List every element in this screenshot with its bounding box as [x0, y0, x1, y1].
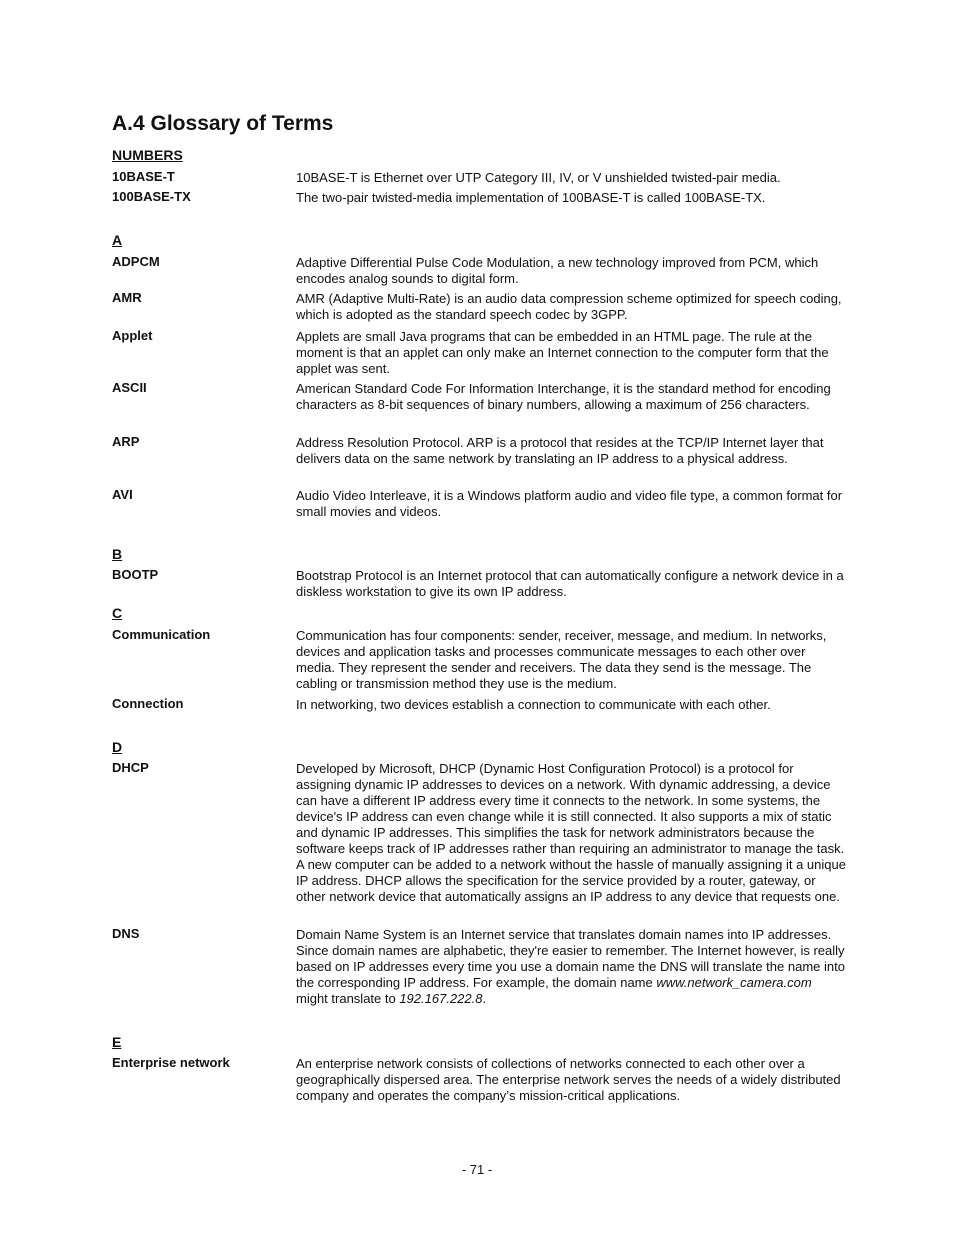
term-100base-tx: 100BASE-TX [112, 189, 191, 204]
definition-enterprise-network: An enterprise network consists of collections of networks connected to each other over a geographically dispersed area. The enterprise network serves the needs of a widely distributed company and operates the company’s mission-critical applications. [296, 1056, 841, 1103]
definition-arp: Address Resolution Protocol. ARP is a protocol that resides at the TCP/IP Internet layer that delivers data on the same network by translating an IP address to a physical address. [296, 435, 824, 466]
definition-adpcm: Adaptive Differential Pulse Code Modulation, a new technology improved from PCM, which encodes analog sounds to digital form. [296, 255, 819, 286]
term-connection: Connection [112, 696, 184, 711]
term-adpcm: ADPCM [112, 254, 160, 269]
definition-ascii: American Standard Code For Information Interchange, it is the standard method for encoding characters as 8-bit sequences of binary numbers, allowing a maximum of 256 characters. [296, 381, 831, 412]
example-ip-address: 192.167.222.8 [399, 991, 483, 1006]
definition-applet: Applets are small Java programs that can be embedded in an HTML page. The rule at the moment is that an applet can only make an Internet connection to the computer form that the applet was sent. [296, 329, 829, 376]
section-heading-e: E [112, 1034, 122, 1050]
term-arp: ARP [112, 434, 140, 449]
section-heading-c: C [112, 605, 123, 621]
example-domain-name: www.network_camera.com [656, 975, 812, 990]
definition-dns [296, 927, 846, 1007]
definition-amr: AMR (Adaptive Multi-Rate) is an audio data compression scheme optimized for speech coding, which is adopted as the standard speech codec by 3GPP. [296, 291, 842, 322]
definition-10base-t: 10BASE-T is Ethernet over UTP Category III, IV, or V unshielded twisted-pair media. [296, 170, 781, 185]
term-communication: Communication [112, 627, 211, 642]
definition-communication: Communication has four components: sender, receiver, message, and medium. In networks, devices and application tasks and processes communicate messages to each other over media. They represent the sender and receivers. The data they send is the message. The cabling or transmission method they use is the medium. [296, 628, 827, 691]
term-amr: AMR [112, 290, 142, 305]
page-number: - 71 - [461, 1162, 493, 1177]
definition-dns-text-3: . [482, 991, 487, 1006]
term-ascii: ASCII [112, 380, 147, 395]
term-dhcp: DHCP [112, 760, 149, 775]
section-heading-b: B [112, 546, 123, 562]
term-applet: Applet [112, 328, 153, 343]
term-avi: AVI [112, 487, 133, 502]
definition-100base-tx: The two-pair twisted-media implementation of 100BASE-T is called 100BASE-TX. [296, 190, 766, 205]
term-10base-t: 10BASE-T [112, 169, 175, 184]
term-enterprise-network: Enterprise network [112, 1055, 230, 1070]
page-title: A.4 Glossary of Terms [112, 112, 334, 135]
definition-avi: Audio Video Interleave, it is a Windows platform audio and video file type, a common format for small movies and videos. [296, 488, 843, 519]
section-heading-numbers: NUMBERS [112, 147, 183, 163]
section-heading-a: A [112, 232, 123, 248]
definition-bootp: Bootstrap Protocol is an Internet protocol that can automatically configure a network device in a diskless workstation to give its own IP address. [296, 568, 844, 599]
definition-connection: In networking, two devices establish a connection to communicate with each other. [296, 697, 771, 712]
section-heading-d: D [112, 739, 123, 755]
definition-dns-text-2: might translate to [296, 991, 400, 1006]
definition-dhcp: Developed by Microsoft, DHCP (Dynamic Host Configuration Protocol) is a protocol for assigning dynamic IP addresses to devices on a network. With dynamic addressing, a device can have a different IP address every time it connects to the network. In some systems, the device's IP address can even change while it is still connected. It also supports a mix of static and dynamic IP addresses. This simplifies the task for network administrators because the software keeps track of IP addresses rather than requiring an administrator to manage the task. A new computer can be added to a network without the hassle of manually assigning it a unique IP address. DHCP allows the specification for the service provided by a router, gateway, or other network device that automatically assigns an IP address to any device that requests one. [296, 761, 846, 904]
definition-dns-text-1: Domain Name System is an Internet service that translates domain names into IP addresses. Since domain names are alphabetic, they're easier to remember. The Internet however, is really based on IP addresses every time you use a domain name the DNS will translate the name into the corresponding IP address. For example, the domain name [296, 927, 845, 990]
term-bootp: BOOTP [112, 567, 159, 582]
term-dns: DNS [112, 926, 140, 941]
